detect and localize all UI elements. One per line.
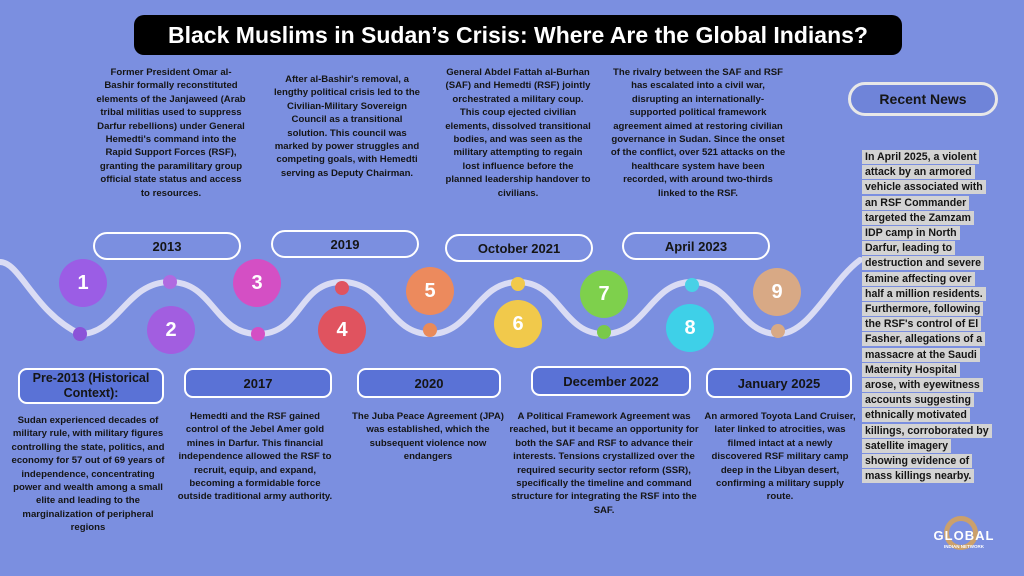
event-6-text: General Abdel Fattah al-Burhan (SAF) and Hemedti (RSF) jointly orchestrated a military coup. This coup ejected civilian elements, dissolved transitional bodies, and was seen as the military attempting to regain lost influence before the planned leadership handover to civilians. [445,67,591,199]
event-number-4: 4 [318,306,366,354]
global-indian-network-logo [928,516,1000,566]
timeline-dot [685,278,699,292]
recent-news-body: In April 2025, a violent attack by an armored vehicle associated with an RSF Commander targeted the Zamzam IDP camp in North Darfur, leading to destruction and severe famine affecting over half a million residents. Furthermore, following the RSF's control of El Fasher, allegations of a massacre at the Saudi Maternity Hospital arose, with eyewitness accounts suggesting ethnically motivated killings, corroborated by satellite imagery showing evidence of mass killings nearby. [862,150,992,483]
event-5-text: The Juba Peace Agreement (JPA) was established, which the subsequent violence now endangers [352,411,504,463]
event-1-label: Pre-2013 (Historical Context): [18,368,164,404]
event-9-text: An armored Toyota Land Cruiser, later linked to atrocities, was filmed intact at a newly discovered RSF military camp deep in the Libyan desert, confirming a military supply route. [704,411,856,503]
event-6-label: October 2021 [445,234,593,262]
logo-sub-text: INDIAN NETWORK [944,544,984,549]
event-7-label: December 2022 [531,366,691,396]
event-1-text: Sudan experienced decades of military rule, with military figures controlling the state, politics, and economy for 57 out of 69 years of independence, concentrating power and wealth among a small elite and leading to the marginalization of peripheral regions [11,415,165,534]
timeline-dot [771,324,785,338]
timeline-dot [251,327,265,341]
timeline-dot [511,277,525,291]
event-number-3: 3 [233,259,281,307]
recent-news-label: Recent News [848,82,998,116]
event-4-text: After al-Bashir's removal, a lengthy political crisis led to the Civilian-Military Sovereign Council as a transitional solution. This council was marked by power struggles and competing goals, with Hemedti serving as Deputy Chairman. [273,74,421,179]
event-4-label: 2019 [271,230,419,258]
timeline-dot [597,325,611,339]
event-2-label: 2013 [93,232,241,260]
timeline-dot [163,275,177,289]
recent-news-text [862,150,990,484]
event-number-7: 7 [580,270,628,318]
event-8-text: The rivalry between the SAF and RSF has escalated into a civil war, disrupting an internationally-supported political framework agreement aimed at restoring civilian governance in Sudan. Since the onset of the conflict, over 521 attacks on the healthcare system have been recorded, with around two-thirds linked to the RSF. [610,67,786,199]
timeline-dot [423,323,437,337]
event-7-text: A Political Framework Agreement was reached, but it became an opportunity for both the SAF and RSF to advance their interests. Tensions crystallized over the required security sector reform (SSR), specifically the timeline and command structure for integrating the RSF into the SAF. [509,411,699,516]
timeline-dot [73,327,87,341]
event-number-5: 5 [406,267,454,315]
event-number-1: 1 [59,259,107,307]
event-5-label: 2020 [357,368,501,398]
event-9-label: January 2025 [706,368,852,398]
page-title: Black Muslims in Sudan’s Crisis: Where Are the Global Indians? [134,15,902,55]
event-3-text: Hemedti and the RSF gained control of the Jebel Amer gold mines in Darfur. This financial independence allowed the RSF to recruit, equip, and expand, becoming a formidable force outside traditional army authority. [177,411,333,503]
event-8-label: April 2023 [622,232,770,260]
event-3-label: 2017 [184,368,332,398]
event-2-text: Former President Omar al-Bashir formally reconstituted elements of the Janjaweed (Arab tribal militias used to suppress Darfur rebellions) under General Hemedti's command into the Rapid Support Forces (RSF), granting the paramilitary group official state status and access to resources. [96,67,246,199]
logo-main-text: GLOBAL [933,528,995,543]
event-number-8: 8 [666,304,714,352]
timeline-dot [335,281,349,295]
event-number-9: 9 [753,268,801,316]
event-number-6: 6 [494,300,542,348]
event-number-2: 2 [147,306,195,354]
